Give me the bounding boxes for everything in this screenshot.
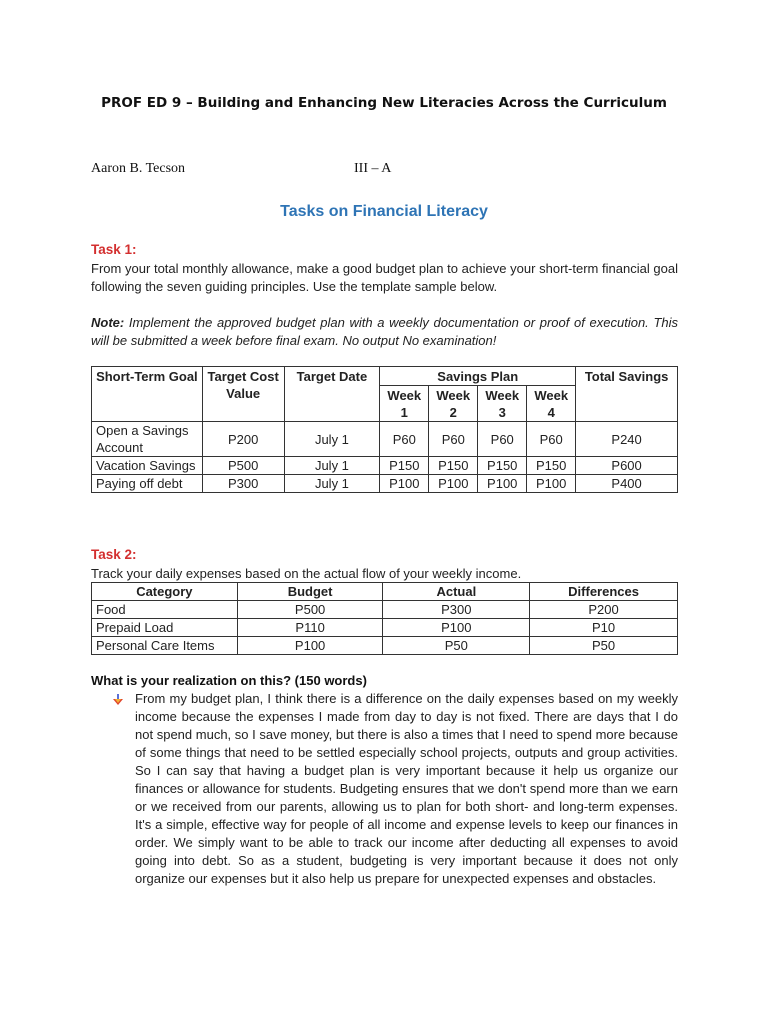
week-cell: P100 [380, 475, 429, 493]
week-cell: P100 [478, 475, 527, 493]
header-total-savings: Total Savings [576, 367, 678, 422]
tasks-title: Tasks on Financial Literacy [280, 203, 488, 220]
date-cell: July 1 [284, 422, 380, 457]
arrow-down-bullet-icon [111, 693, 125, 707]
header-target-cost-value: Target Cost Value [202, 367, 284, 422]
total-cell: P240 [576, 422, 678, 457]
date-cell: July 1 [284, 475, 380, 493]
section-label: III – A [354, 161, 392, 176]
header-short-term-goal: Short-Term Goal [92, 367, 203, 422]
task1-note [91, 314, 678, 350]
table-row [92, 601, 678, 619]
goal-cell: Open a Savings Account [92, 422, 203, 457]
budget-cell: P110 [237, 619, 383, 637]
week-cell: P60 [429, 422, 478, 457]
cost-cell: P500 [202, 457, 284, 475]
budget-plan-table [91, 366, 678, 493]
category-cell: Food [92, 601, 238, 619]
actual-cell: P300 [383, 601, 530, 619]
header-week: Week 1 [380, 386, 429, 422]
date-cell: July 1 [284, 457, 380, 475]
header-week: Week 2 [429, 386, 478, 422]
difference-cell: P200 [530, 601, 678, 619]
table-row [92, 457, 678, 475]
header-differences: Differences [530, 583, 678, 601]
header-week: Week 3 [478, 386, 527, 422]
realization-answer: From my budget plan, I think there is a difference on the daily expenses based on my weekly income because the expenses I made from day to day is not fixed. There are days that I do not spend much, so I save money, but there is also a times that I need to spend more because of some things that need to be settled especially school projects, outputs and group activities. So I can say that having a budget plan is very important because it help us organize our finances or allowance for students. Budgeting ensures that we don't spend more than we earn or we received from our parents, allowing us to plan for both short- and long-term expenses. It's a simple, effective way for people of all income and expense levels to keep our finances in order. We simply want to be able to track our income after deducting all expenses to avoid going into debt. So as a student, budgeting is very important because it does not only organize our expenses but it also help us prepare for unexpected expenses and obstacles. [135, 691, 678, 886]
note-text: Implement the approved budget plan with a weekly documentation or proof of execution. This will be submitted a week before final exam. No output No examination! [91, 315, 678, 348]
course-title: PROF ED 9 – Building and Enhancing New Literacies Across the Curriculum [101, 95, 667, 111]
header-category: Category [92, 583, 238, 601]
header-week: Week 4 [527, 386, 576, 422]
task2-instruction: Track your daily expenses based on the actual flow of your weekly income. [91, 566, 522, 581]
task1-instruction: From your total monthly allowance, make a good budget plan to achieve your short-term financial goal following the seven guiding principles. Use the template sample below. [91, 261, 678, 294]
expense-tracking-table [91, 582, 678, 655]
table-row [92, 619, 678, 637]
table-header-row [92, 367, 678, 386]
week-cell: P150 [527, 457, 576, 475]
goal-cell: Paying off debt [92, 475, 203, 493]
author-name: Aaron B. Tecson [91, 161, 186, 176]
total-cell: P400 [576, 475, 678, 493]
actual-cell: P50 [383, 637, 530, 655]
header-savings-plan: Savings Plan [380, 367, 576, 386]
total-cell: P600 [576, 457, 678, 475]
actual-cell: P100 [383, 619, 530, 637]
task1-label: Task 1: [91, 242, 137, 257]
table-header-row [92, 583, 678, 601]
difference-cell: P50 [530, 637, 678, 655]
task2-label: Task 2: [91, 547, 137, 562]
week-cell: P60 [478, 422, 527, 457]
header-budget: Budget [237, 583, 383, 601]
week-cell: P150 [380, 457, 429, 475]
note-label: Note: [91, 315, 125, 330]
week-cell: P150 [429, 457, 478, 475]
header-target-date: Target Date [284, 367, 380, 422]
realization-question: What is your realization on this? (150 words) [91, 673, 367, 688]
week-cell: P60 [380, 422, 429, 457]
table-row [92, 637, 678, 655]
budget-cell: P100 [237, 637, 383, 655]
week-cell: P100 [527, 475, 576, 493]
cost-cell: P200 [202, 422, 284, 457]
goal-cell: Vacation Savings [92, 457, 203, 475]
week-cell: P100 [429, 475, 478, 493]
week-cell: P60 [527, 422, 576, 457]
table-row [92, 475, 678, 493]
budget-cell: P500 [237, 601, 383, 619]
difference-cell: P10 [530, 619, 678, 637]
category-cell: Prepaid Load [92, 619, 238, 637]
cost-cell: P300 [202, 475, 284, 493]
week-cell: P150 [478, 457, 527, 475]
category-cell: Personal Care Items [92, 637, 238, 655]
table-row [92, 422, 678, 457]
header-actual: Actual [383, 583, 530, 601]
